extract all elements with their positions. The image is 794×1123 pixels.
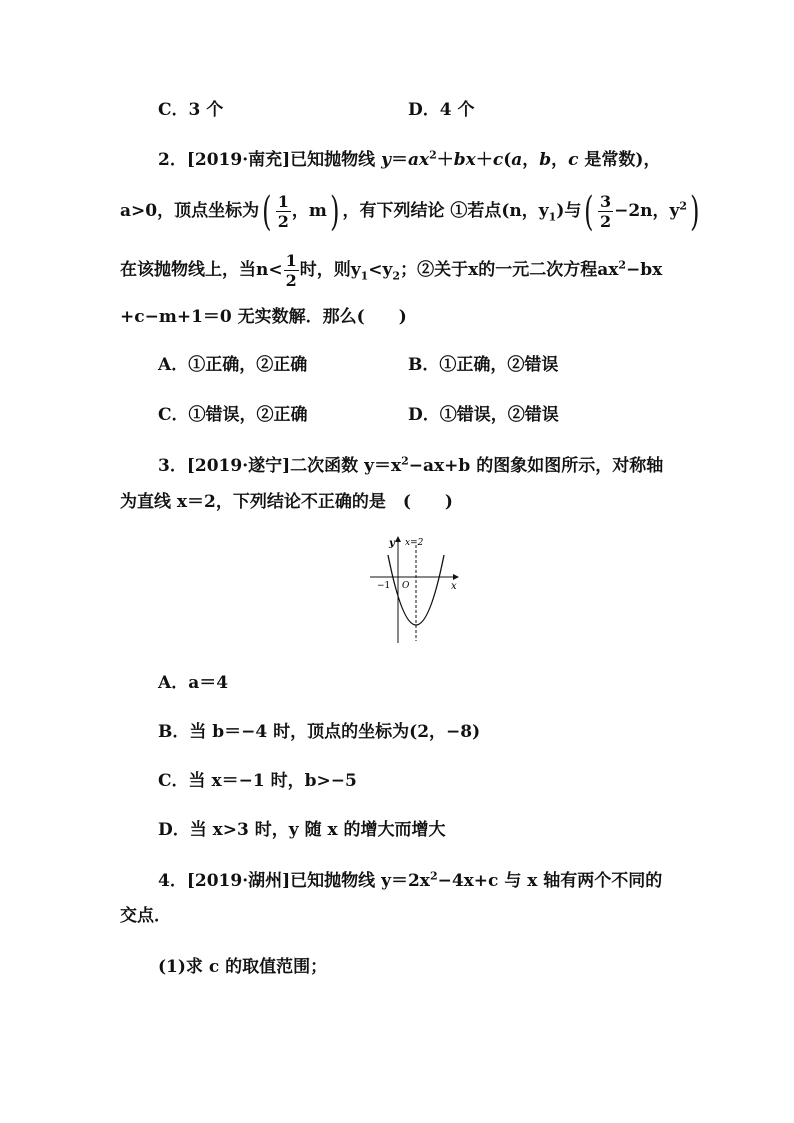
q1-option-d: D．4 个 [408, 100, 475, 120]
q4-source: [2019·湖州] [186, 871, 291, 891]
q2-source: [2019·南充] [186, 150, 291, 170]
paren-left: ( [584, 188, 594, 235]
symmetry-axis-label: x=2 [405, 538, 424, 548]
fraction-denominator: 2 [285, 271, 297, 290]
q2-option-c: C．①错误，②正确 [158, 405, 308, 425]
x-axis-arrow [453, 574, 459, 580]
q2-line-4: +c−m+1＝0 无实数解．那么( ) [120, 307, 407, 327]
q4-subquestion-1: (1)求 c 的取值范围； [158, 957, 328, 977]
q2-text: −2n，y [614, 201, 680, 221]
fraction-denominator: 2 [599, 212, 612, 231]
y-axis-arrow [395, 536, 401, 542]
q2-text: ，有下列结论 ①若点(n，y [342, 201, 549, 221]
q3-option-b: B．当 b＝−4 时，顶点的坐标为(2，−8) [158, 722, 481, 742]
neg-one-label: −1 [377, 581, 391, 591]
q4-number: 4． [158, 871, 187, 891]
fraction [276, 192, 291, 231]
q2-line-2: a>0，顶点坐标为( $\frac{1}{2}$ ，m) ，有下列结论 ①若点(n，$y_1$)与( $\frac{3}{2}$ −2n，$y^2$) [120, 188, 700, 235]
q2-equation: $y=ax^2+bx+c(a$，b，c [381, 148, 579, 170]
parabola-graph [365, 533, 460, 645]
fraction [598, 192, 613, 231]
q4-line-2: 交点． [120, 906, 171, 926]
q2-text: <y [368, 260, 393, 280]
q3-line-1: 3．[2019·遂宁]二次函数 $y=x^2-ax+b$ 的图象如图所示，对称轴 [158, 454, 664, 476]
q2-text: a>0，顶点坐标为 [120, 201, 260, 221]
q3-source: [2019·遂宁] [186, 456, 291, 476]
paren-right: ) [329, 188, 340, 235]
paren-right: ) [690, 188, 700, 235]
q4-text: 已知抛物线 y＝2x [290, 871, 430, 891]
q3-text: 二次函数 y＝x [290, 456, 402, 476]
q2-text: ，m [291, 201, 327, 221]
q2-option-a: A．①正确，②正确 [158, 355, 308, 375]
q2-line-1 [158, 147, 660, 173]
q1-option-c: C．3 个 [158, 100, 224, 120]
q2-text: 是常数)， [584, 150, 661, 170]
q2-text: )与 [556, 201, 582, 221]
fraction-numerator: 1 [277, 192, 289, 211]
q2-text: 已知抛物线 [290, 150, 376, 170]
origin-label: O [402, 581, 410, 591]
q2-text: ；②关于x的一元二次方程ax [400, 260, 619, 280]
q2-number: 2． [158, 150, 187, 170]
q4-line-1: 4．[2019·湖州]已知抛物线 $y=2x^2-4x+c$ 与 x 轴有两个不同的 [158, 869, 663, 891]
paren-left: ( [262, 188, 272, 235]
fraction-numerator: 1 [285, 251, 297, 270]
q3-option-d: D．当 x>3 时，y 随 x 的增大而增大 [158, 820, 446, 840]
q3-line-2: 为直线 x＝2，下列结论不正确的是 ( ) [120, 492, 453, 512]
q2-text: −bx [626, 260, 663, 280]
q3-option-c: C．当 x＝−1 时，b>−5 [158, 771, 357, 791]
q4-text: −4x+c 与 x 轴有两个不同的 [437, 871, 663, 891]
q3-option-a: A．a＝4 [158, 673, 229, 693]
q2-line-3: 在该抛物线上，当n< $\frac{1}{2}$ 时，则$y_1<y_2$；②关于x的一元二次方程$ax^2-bx$ [120, 251, 663, 290]
y-axis-label: y [389, 538, 395, 549]
q2-text: 时，则y [299, 260, 361, 280]
q3-text: −ax+b 的图象如图所示，对称轴 [408, 456, 664, 476]
fraction [284, 251, 299, 290]
q2-option-b: B．①正确，②错误 [408, 355, 559, 375]
fraction-denominator: 2 [277, 212, 289, 231]
q3-number: 3． [158, 456, 187, 476]
x-axis-label: x [451, 581, 457, 592]
q2-option-d: D．①错误，②错误 [408, 405, 559, 425]
q2-text: 在该抛物线上，当n< [120, 260, 283, 280]
fraction-numerator: 3 [599, 192, 612, 211]
